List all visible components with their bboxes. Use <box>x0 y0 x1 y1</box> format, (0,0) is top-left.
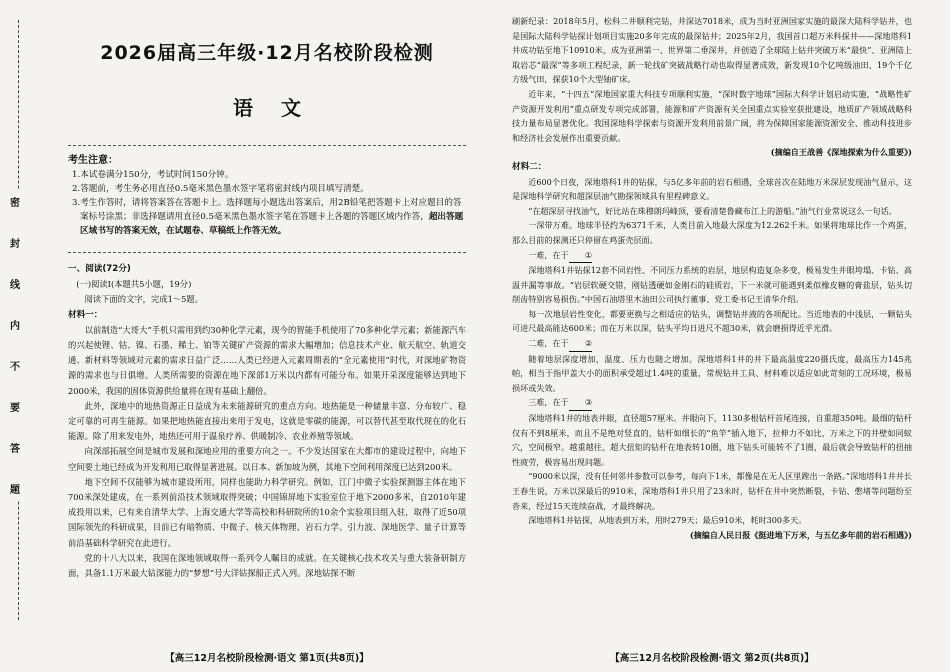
difficulty-2 <box>512 336 912 352</box>
difficulty-3 <box>512 395 912 411</box>
seal-char: 题 <box>10 485 20 496</box>
blank-2: ② <box>569 336 592 352</box>
difficulty-label: 二难，在于 <box>528 338 569 349</box>
material-label: 材料二： <box>512 161 547 172</box>
page-2-column <box>512 0 912 672</box>
page-footer: 【高三12月名校阶段检测·语文 第2页(共8页)】 <box>610 653 814 664</box>
page-1-column <box>68 0 466 672</box>
exam-title: 2026届高三年级·12月名校阶段检测 <box>100 42 434 64</box>
paragraph: 以前制造“大哥大”手机只需用到约30种化学元素，现今的智能手机使用了70多种化学元素；新能源汽车的兴起使锂、钴、镍、石墨、稀土、铂等关键矿产资源的需求大幅增加；信息技术产业、航天航空、轨道交通、新材料等领域对元素的需求日益广泛……人类已经进入元素周期表的“全元素使用”时代，对深地矿物资源的需求也与日俱增。人类所需要的资源在地下深部1万米以内都有可能分布。如果开采深度能够达到地下2000米，我国的固体资源供给量将在现有基础上翻倍。 <box>68 324 466 396</box>
paragraph: 随着地层深度增加，温度、压力也随之增加。深地塔科1井的井下最高温度220摄氏度，最高压力145兆帕，相当于指甲盖大小的面积承受超过1.4吨的重量，常规钻井工具、材料难以适应如此苛刻的工况环境，极易损坏或失效。 <box>512 353 912 393</box>
seal-char: 要 <box>10 403 20 414</box>
notice-item: 2.答题前，考生务必用直径0.5毫米黑色墨水签字笔将密封线内项目填写清楚。 <box>72 184 369 194</box>
notice-item-emphasis: 超出答题区域书写的答案无效，在试题卷、草稿纸上作答无效。 <box>80 212 464 236</box>
material-label: 材料一： <box>68 309 103 320</box>
paragraph: “在超深层寻找油气，好比站在珠穆朗玛峰顶，要看清楚鲁藏布江上的游船。”油气行业常说这么一句话。 <box>528 205 897 216</box>
paragraph: “9000米以深，没有任何邻井参数可以参考，每向下1米，都像是在无人区里蹚出一条路。”深地塔科1井井长王春生说，万米以深最后的910米，深地塔科1井只用了23米时，钻杆在井中突然断裂，卡钻、憋堵等问题纷至沓来，经过15天连续奋战，才最终解决。 <box>512 471 912 511</box>
subsection-heading: (一)阅读Ⅰ(本题共5小题，19分) <box>76 279 192 290</box>
paragraph: 此外，深地中的地热资源正日益成为未来能源研究的重点方向。地热能是一种储量丰富、分布较广、稳定可靠的可再生能源。如果把地热能直接出来用于发电，这就是零碳的能源，可以替代甚至取代现在的化石能源。除了用来发电外，地热还可用于温泉疗养、供暖制冷、农业养殖等领域。 <box>68 400 466 442</box>
seal-char: 不 <box>10 362 20 373</box>
paragraph: 近年来，“十四五”深地国家重大科技专项顺利实施，“深时数字地球”国际大科学计划启动实施，“战略性矿产资源开发利用”重点研发专项完成部署，能源和矿产资源有关全国重点实验室获批建设，地质矿产领域战略科技力量布局显著优化。我国深地科学探索与资源开发利用前景广阔，将为保障国家能源资源安全、推动科技进步和经济社会发展作出重要贡献。 <box>512 88 912 143</box>
instruction: 阅读下面的文字，完成1～5题。 <box>84 294 204 305</box>
seal-char: 答 <box>10 444 20 455</box>
paragraph: 深地塔科1井的地表井眼，直径超57厘米。井眼向下，1130多根钻杆首尾连接，自重超350吨。最细的钻杆仅有不到8厘米，而且不是绝对竖直的，钻杆如细长的“鱼竿”插入地下，拉伸力不如比，万米之下的井壁如同蚁穴，空间极窄。越重越往、超大扭矩的钻杆在地表转10圈，地下钻头可能转不了1圈，最后就会导致钻杆的扭抽性疲劳，极容易出现问题。 <box>512 413 912 467</box>
page-footer: 【高三12月名校阶段检测·语文 第1页(共8页)】 <box>165 653 369 664</box>
blank-3: ③ <box>569 395 592 411</box>
reading-passage-1 <box>68 262 466 581</box>
seal-char: 内 <box>10 321 20 332</box>
paragraph: 深地塔科1井钻探，从地表到万米，用时279天；最后910米，耗时300多天。 <box>528 515 807 526</box>
paragraph: 一深带万难。地球半径约为6371千米，人类目前入地最大深度为12.262千米。如果将地球比作一个鸡蛋，那么目前的探测还只停留在鸡蛋壳层面。 <box>512 220 912 245</box>
paragraph: 党的十八大以来，我国在深地领域取得一系列令人瞩目的成就。在关键核心技术攻关与重大装备研制方面，具备1.1万米最大钻深能力的“梦想”号大洋钻探船正式入列。深地钻探不断 <box>68 552 466 579</box>
section-heading: 一、阅读(72分) <box>68 264 131 274</box>
notice-heading: 考生注意： <box>68 155 118 166</box>
paragraph: 每一次地层岩性变化，都要更换与之相适应的钻头，调整钻井液的各项配比。当近地表的中浅层，一颗钻头可进尺最高能达600米；而在万米以深，钻头平均日进尺不超30米，就会磨损得近乎光滑。 <box>512 308 912 334</box>
notice-item <box>68 196 466 238</box>
difficulty-1 <box>512 248 912 264</box>
citation: (摘编自王战善《深地探索为什么重要》) <box>770 147 912 158</box>
binding-margin <box>0 0 30 672</box>
seal-char: 线 <box>10 280 20 291</box>
reading-passage-2 <box>512 14 912 542</box>
notice-item: 1.本试卷满分150分，考试时间150分钟。 <box>72 170 234 180</box>
paragraph: 深地塔科1井钻探12套不同岩性、不同压力系统的岩层，地层构造复杂多变，极易发生井眼垮塌、卡钻、高温井漏等事故。“岩层软硬交错，刚钻透硬如金刚石的硅质岩，下一米就可能遇到柔似橡皮糖的膏盐层，钻头切削齿特别容易损伤。”中国石油塔里木油田公司执行董事、党工委书记王清华介绍。 <box>512 265 912 305</box>
seal-char: 密 <box>10 198 20 209</box>
paragraph: 近600个日夜，深地塔科1井的钻探，与5亿多年前的岩石相遇，全球首次在陆地万米深层发现油气显示，这是深地科学研究和超深层油气勘探领域具有里程碑意义。 <box>512 176 912 202</box>
seal-char: 封 <box>10 239 20 250</box>
difficulty-label: 一难，在于 <box>528 249 569 260</box>
notice-box <box>68 145 466 253</box>
paragraph: 地下空间不仅能够为城市建设所用，同样也能助力科学研究。例如，江门中微子实验探测器主体在地下700米深处建成，在一系列前沿技术领域取得突破；中国锦屏地下实验室位于地下2000多米，自2010年建成投用以来，已有来自清华大学、上海交通大学等高校和科研院所的10余个实验项目组入驻，取得了近50项国际领先的科研成果，目前已有暗物质、中微子、核天体物理、岩石力学、引力波、深地医学、量子计算等前沿基础科学研究在此进行。 <box>68 476 466 548</box>
seal-line-text <box>8 190 22 500</box>
paragraph: 向深部拓展空间是城市发展和深地应用的重要方向之一。不少发达国家在大都市的建设过程中，向地下空间要土地已经成为开发利用已取得显著进展。以日本、新加坡为例，其地下空间利用深度已达到200米。 <box>68 446 466 472</box>
notice-item-text: 3.考生作答时，请将答案答在答题卡上。选择题每小题选出答案后，用2B铅笔把答题卡上对应题目的答案标号涂黑；非选择题请用直径0.5毫米黑色墨水签字笔在答题卡上各题的答题区域内作答， <box>72 198 462 222</box>
citation: (摘编自人民日报《挺进地下万米，与五亿多年前的岩石相遇》) <box>689 529 912 540</box>
subject-title: 语文 <box>233 96 329 120</box>
difficulty-label: 三难，在于 <box>528 397 569 408</box>
paragraph: 刷新纪录：2018年5月，松科二井顺利完钻，井深达7018米，成为当时亚洲国家实施的最深大陆科学钻井，也是国际大陆科学钻探计划项目实施20多年完成的最深钻井；2025年2月，我国首口超万米科探井——深地塔科1井成功钻至地下10910米，成为亚洲第一、世界第二垂深井，并创造了全球陆上钻井突破万米“最快”、亚洲陆上取岩芯“最深”等多项工程纪录，新一轮找矿突破战略行动也取得显著成效，新发现10个亿吨级油田、19个千亿方级气田，探获10个大型铀矿床。 <box>512 16 912 85</box>
blank-1: ① <box>569 248 592 264</box>
